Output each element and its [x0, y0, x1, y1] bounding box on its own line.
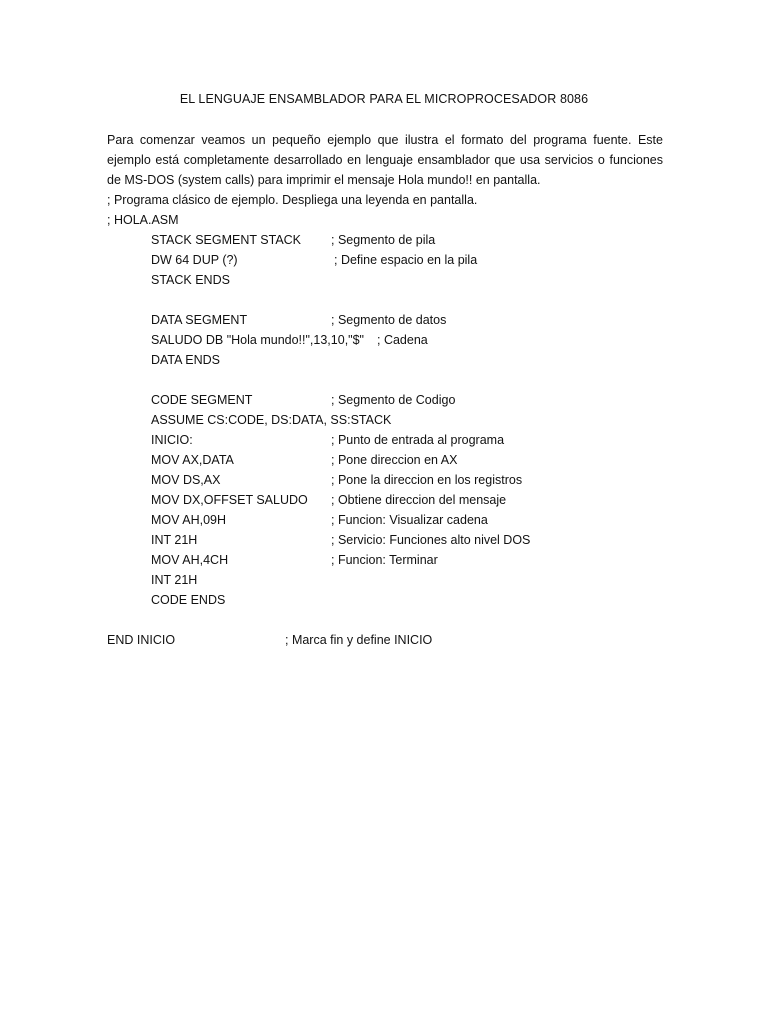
- code-line-mov-ah-4c: MOV AH,4CH: [151, 553, 229, 567]
- code-line-data-segment: DATA SEGMENT: [151, 313, 248, 327]
- code-line-int21-first: INT 21H: [151, 533, 198, 547]
- comment-code-segment: ; Segmento de Codigo: [331, 393, 456, 407]
- intro-paragraph: Para comenzar veamos un pequeño ejemplo que ilustra el formato del programa fuente. Este ejemplo está completamente desarrollado en lenguaje ensamblador que usa servicios o funciones de MS-DOS (system calls) para imprimir el mensaje Hola mundo!! en pantalla.: [107, 133, 663, 187]
- comment-data-segment: ; Segmento de datos: [331, 313, 447, 327]
- code-line-mov-dx: MOV DX,OFFSET SALUDO: [151, 493, 308, 507]
- comment-program-line: ; Programa clásico de ejemplo. Despliega una leyenda en pantalla.: [107, 193, 478, 207]
- code-line-saludo: SALUDO DB "Hola mundo!!",13,10,"$": [151, 333, 364, 347]
- comment-stack-segment: ; Segmento de pila: [331, 233, 436, 247]
- comment-mov-ax: ; Pone direccion en AX: [331, 453, 458, 467]
- code-line-inicio: INICIO:: [151, 433, 193, 447]
- code-line-assume: ASSUME CS:CODE, DS:DATA, SS:STACK: [151, 413, 392, 427]
- comment-saludo: ; Cadena: [377, 333, 428, 347]
- comment-end-inicio: ; Marca fin y define INICIO: [285, 633, 433, 647]
- code-line-dw: DW 64 DUP (?): [151, 253, 238, 267]
- code-line-stack-ends: STACK ENDS: [151, 273, 230, 287]
- code-line-mov-ax: MOV AX,DATA: [151, 453, 234, 467]
- document-title: EL LENGUAJE ENSAMBLADOR PARA EL MICROPROCESADOR 8086: [179, 92, 589, 106]
- code-line-code-segment: CODE SEGMENT: [151, 393, 253, 407]
- comment-dw: ; Define espacio en la pila: [334, 253, 478, 267]
- comment-mov-ds: ; Pone la direccion en los registros: [331, 473, 523, 487]
- code-line-mov-ds: MOV DS,AX: [151, 473, 221, 487]
- comment-mov-dx: ; Obtiene direccion del mensaje: [331, 493, 507, 507]
- code-line-end-inicio: END INICIO: [107, 633, 176, 647]
- code-line-stack-segment: STACK SEGMENT STACK: [151, 233, 302, 247]
- comment-inicio: ; Punto de entrada al programa: [331, 433, 505, 447]
- code-line-data-ends: DATA ENDS: [151, 353, 220, 367]
- code-line-code-ends: CODE ENDS: [151, 593, 226, 607]
- code-line-mov-ah-09: MOV AH,09H: [151, 513, 227, 527]
- comment-mov-ah-4c: ; Funcion: Terminar: [331, 553, 438, 567]
- code-line-int21-second: INT 21H: [151, 573, 198, 587]
- comment-mov-ah-09: ; Funcion: Visualizar cadena: [331, 513, 488, 527]
- comment-file-line: ; HOLA.ASM: [107, 213, 179, 227]
- comment-int21-first: ; Servicio: Funciones alto nivel DOS: [331, 533, 531, 547]
